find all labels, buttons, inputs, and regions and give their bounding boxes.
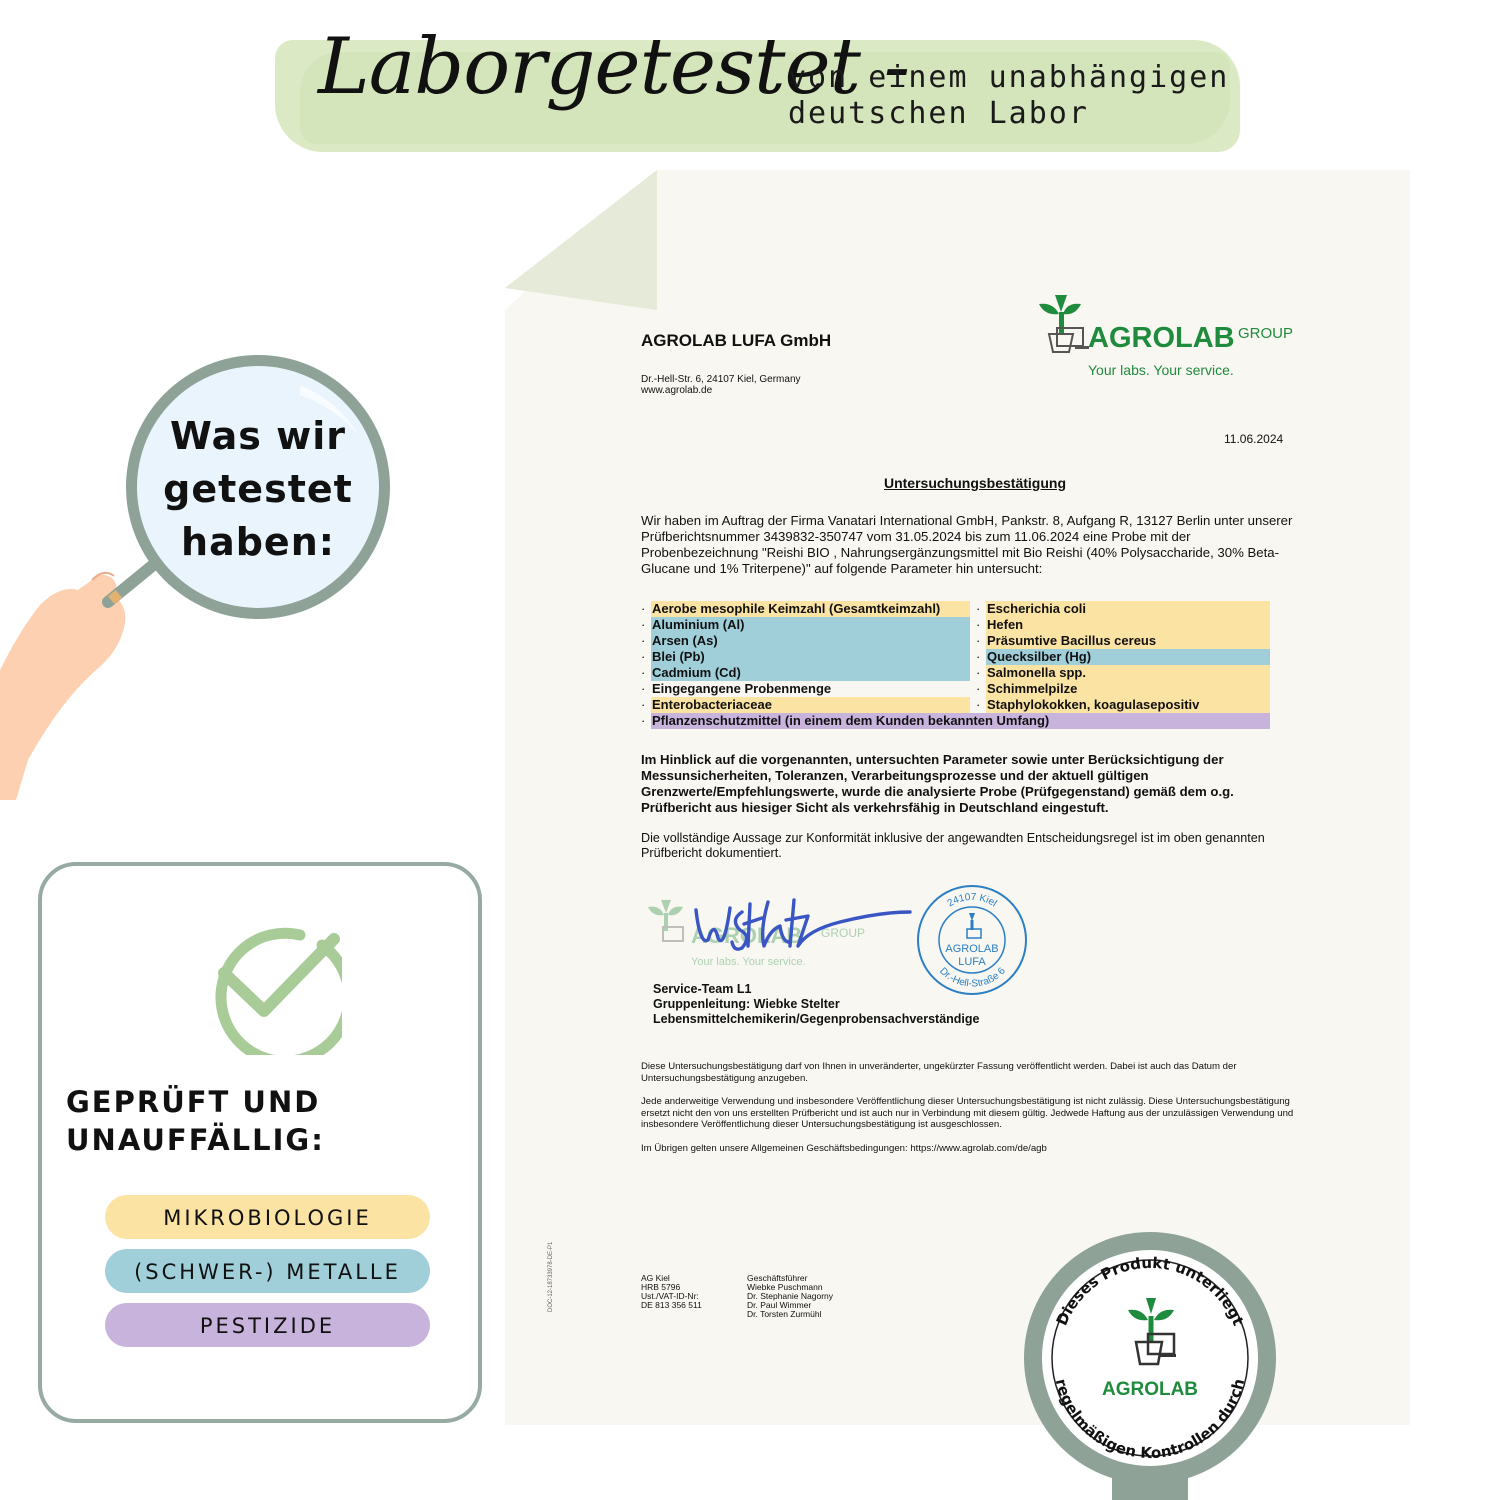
param-right-item <box>976 665 1270 681</box>
svg-text:AGROLAB: AGROLAB <box>691 923 803 948</box>
param-bullet: · <box>976 601 981 616</box>
magnifier-line1: Was wir <box>170 414 346 458</box>
param-bullet: · <box>641 713 646 728</box>
footer-registry <box>641 1274 702 1310</box>
footer-management-line: Dr. Paul Wimmer <box>747 1300 812 1310</box>
param-bullet: · <box>976 665 981 680</box>
param-right-item <box>976 617 1270 633</box>
param-bullet: · <box>641 617 646 632</box>
param-left-item <box>641 601 970 617</box>
fine-print-2: Jede anderweitige Verwendung und insbesondere Veröffentlichung dieser Untersuchungsbestätigung ist nicht zulässig. Diese Untersuchungsbestätigung ersetzt nicht den von uns erstellten Prüfbericht und ist auch nur in Verbindung mit diesem gültig. Jedwede Haftung aus der unzulässigen Verwendung und insbesondere Veröffentlichung dieser Untersuchungsbestätigung ist ausgeschlossen. <box>641 1096 1294 1130</box>
pill-pestizide: PESTIZIDE <box>105 1303 430 1347</box>
param-label: Blei (Pb) <box>651 649 970 665</box>
svg-text:Your labs. Your service.: Your labs. Your service. <box>691 956 806 968</box>
param-label: Enterobacteriaceae <box>651 697 970 713</box>
footer-management-line: Dr. Torsten Zurmühl <box>747 1309 822 1319</box>
magnifier-text <box>133 410 383 569</box>
header-subtitle-line1: von einem unabhängigen <box>788 60 1230 95</box>
document-date: 11.06.2024 <box>1224 432 1284 446</box>
magnifier-hand-icon <box>0 340 420 800</box>
param-label: Präsumtive Bacillus cereus <box>986 633 1270 649</box>
seal-brand: AGROLAB <box>1101 1379 1199 1400</box>
footer-management-line: Geschäftsführer <box>747 1273 808 1283</box>
pill-mikrobiologie: MIKROBIOLOGIE <box>105 1195 430 1239</box>
param-bullet: · <box>976 681 981 696</box>
param-label: Escherichia coli <box>986 601 1270 617</box>
param-right-item <box>976 697 1270 713</box>
footer-registry-line: DE 813 356 511 <box>641 1300 702 1310</box>
footer-registry-line: Ust./VAT-ID-Nr: <box>641 1291 699 1301</box>
footer-management <box>747 1274 833 1319</box>
param-right-item <box>976 681 1270 697</box>
card-heading <box>66 1083 325 1159</box>
param-right-item <box>976 633 1270 649</box>
stamp-top-text: 24107 Kiel <box>945 891 999 910</box>
param-label: Cadmium (Cd) <box>651 665 970 681</box>
param-bullet: · <box>641 649 646 664</box>
document-company: AGROLAB LUFA GmbH <box>641 331 832 350</box>
param-label: Aerobe mesophile Keimzahl (Gesamtkeimzahl) <box>651 601 970 617</box>
header-subtitle <box>788 60 1229 132</box>
param-left-item <box>641 633 970 649</box>
param-label: Hefen <box>986 617 1270 633</box>
document-address <box>641 374 801 396</box>
agrolab-stamp-icon <box>915 883 1030 998</box>
param-left-item <box>641 617 970 633</box>
param-label: Eingegangene Probenmenge <box>652 681 832 696</box>
param-bullet: · <box>976 633 981 648</box>
sign-lead: Gruppenleitung: Wiebke Stelter <box>653 997 840 1011</box>
signature-block <box>653 982 980 1027</box>
footer-management-line: Wiebke Puschmann <box>747 1282 823 1292</box>
address-website: www.agrolab.de <box>641 385 713 396</box>
sign-role: Lebensmittelchemikerin/Gegenprobensachverständige <box>653 1012 980 1026</box>
footer-management-line: Dr. Stephanie Nagorny <box>747 1291 833 1301</box>
stamp-name2: LUFA <box>958 956 986 968</box>
stamp-bottom-text: Dr.-Hell-Straße 6 <box>937 965 1008 990</box>
param-left-item <box>641 665 970 681</box>
param-left-item <box>641 697 970 713</box>
param-bullet: · <box>641 681 646 696</box>
svg-text:GROUP: GROUP <box>821 926 866 940</box>
header-subtitle-line2: deutschen Labor <box>788 96 1089 131</box>
param-bullet: · <box>641 633 646 648</box>
sign-team: Service-Team L1 <box>653 982 752 996</box>
param-bullet: · <box>641 665 646 680</box>
param-right-item <box>976 649 1270 665</box>
document-code: DOC-12-18733978-DE-P1 <box>548 1241 554 1312</box>
param-bullet: · <box>641 601 646 616</box>
logo-group: GROUP <box>1238 325 1294 342</box>
fine-print-1: Diese Untersuchungsbestätigung darf von Ihnen in unveränderter, ungekürzter Fassung veröffentlicht werden. Dabei ist auch das Datum der Untersuchungsbestätigung anzugeben. <box>641 1061 1237 1084</box>
header-title: Laborgetestet - <box>318 22 910 112</box>
seal-bottom-text: regelmäßigen Kontrollen durch <box>1051 1376 1249 1463</box>
param-bullet: · <box>976 617 981 632</box>
stamp-name1: AGROLAB <box>945 943 999 955</box>
param-label: Arsen (As) <box>651 633 970 649</box>
param-label: Pflanzenschutzmittel (in einem dem Kunden bekannten Umfang) <box>651 713 1270 729</box>
param-bullet: · <box>976 649 981 664</box>
param-label: Staphylokokken, koagulasepositiv <box>986 697 1270 713</box>
agrolab-seal-icon <box>1020 1230 1280 1500</box>
document-intro: Wir haben im Auftrag der Firma Vanatari International GmbH, Pankstr. 8, Aufgang R, 13127 Berlin unter unserer Prüfberichtsnummer 3439832-350747 vom 31.05.2024 bis zum 11.06.2024 eine Probe mit der Probenbezeichnung "Reishi BIO , Nahrungsergänzungsmittel mit Bio Reishi (40% Polysaccharide, 30% Beta-Glucane und 1% Triterpene)" auf folgende Parameter hin untersucht: <box>641 513 1293 576</box>
param-label: Schimmelpilze <box>986 681 1270 697</box>
magnifier-line3: haben: <box>181 520 335 564</box>
param-label: Salmonella spp. <box>986 665 1270 681</box>
param-bullet: · <box>641 697 646 712</box>
logo-name: AGROLAB <box>1088 322 1235 354</box>
document-conformity: Die vollständige Aussage zur Konformität inklusive der angewandten Entscheidungsregel ist im oben genannten Prüfbericht dokumentiert. <box>641 831 1265 860</box>
param-left-item <box>641 681 970 697</box>
param-left-item <box>641 649 970 665</box>
logo-tagline: Your labs. Your service. <box>1088 362 1234 378</box>
param-label: Aluminium (Al) <box>651 617 970 633</box>
seal-top-text: Dieses Produkt unterliegt <box>1052 1253 1248 1329</box>
footer-registry-line: AG Kiel <box>641 1273 670 1283</box>
document-conclusion: Im Hinblick auf die vorgenannten, untersuchten Parameter sowie unter Berücksichtigung der Messunsicherheiten, Toleranzen, Verarbeitungsprozesse und der aktuell gültigen Grenzwerte/Empfehlungswerte, wurde die analysierte Probe (Prüfgegenstand) gemäß dem o.g. Prüfbericht aus hiesiger Sicht als verkehrsfähig in Deutschland eingestuft. <box>641 752 1234 815</box>
card-heading-line1: GEPRÜFT UND <box>66 1085 321 1119</box>
param-label: Quecksilber (Hg) <box>986 649 1270 665</box>
address-line: Dr.-Hell-Str. 6, 24107 Kiel, Germany <box>641 374 801 385</box>
magnifier-line2: getestet <box>163 467 353 511</box>
checkmark-icon <box>182 915 342 1055</box>
document-title: Untersuchungsbestätigung <box>883 475 1066 491</box>
fine-print-agb: Im Übrigen gelten unsere Allgemeinen Geschäftsbedingungen: https://www.agrolab.com/de/agb <box>641 1143 1047 1154</box>
footer-registry-line: HRB 5796 <box>641 1282 681 1292</box>
param-bullet: · <box>976 697 981 712</box>
card-heading-line2: UNAUFFÄLLIG: <box>66 1123 325 1157</box>
param-full-item <box>641 713 1270 729</box>
page-fold-corner <box>505 170 657 310</box>
signature-icon <box>690 890 915 960</box>
pill-metalle: (SCHWER-) METALLE <box>105 1249 430 1293</box>
param-right-item <box>976 601 1270 617</box>
